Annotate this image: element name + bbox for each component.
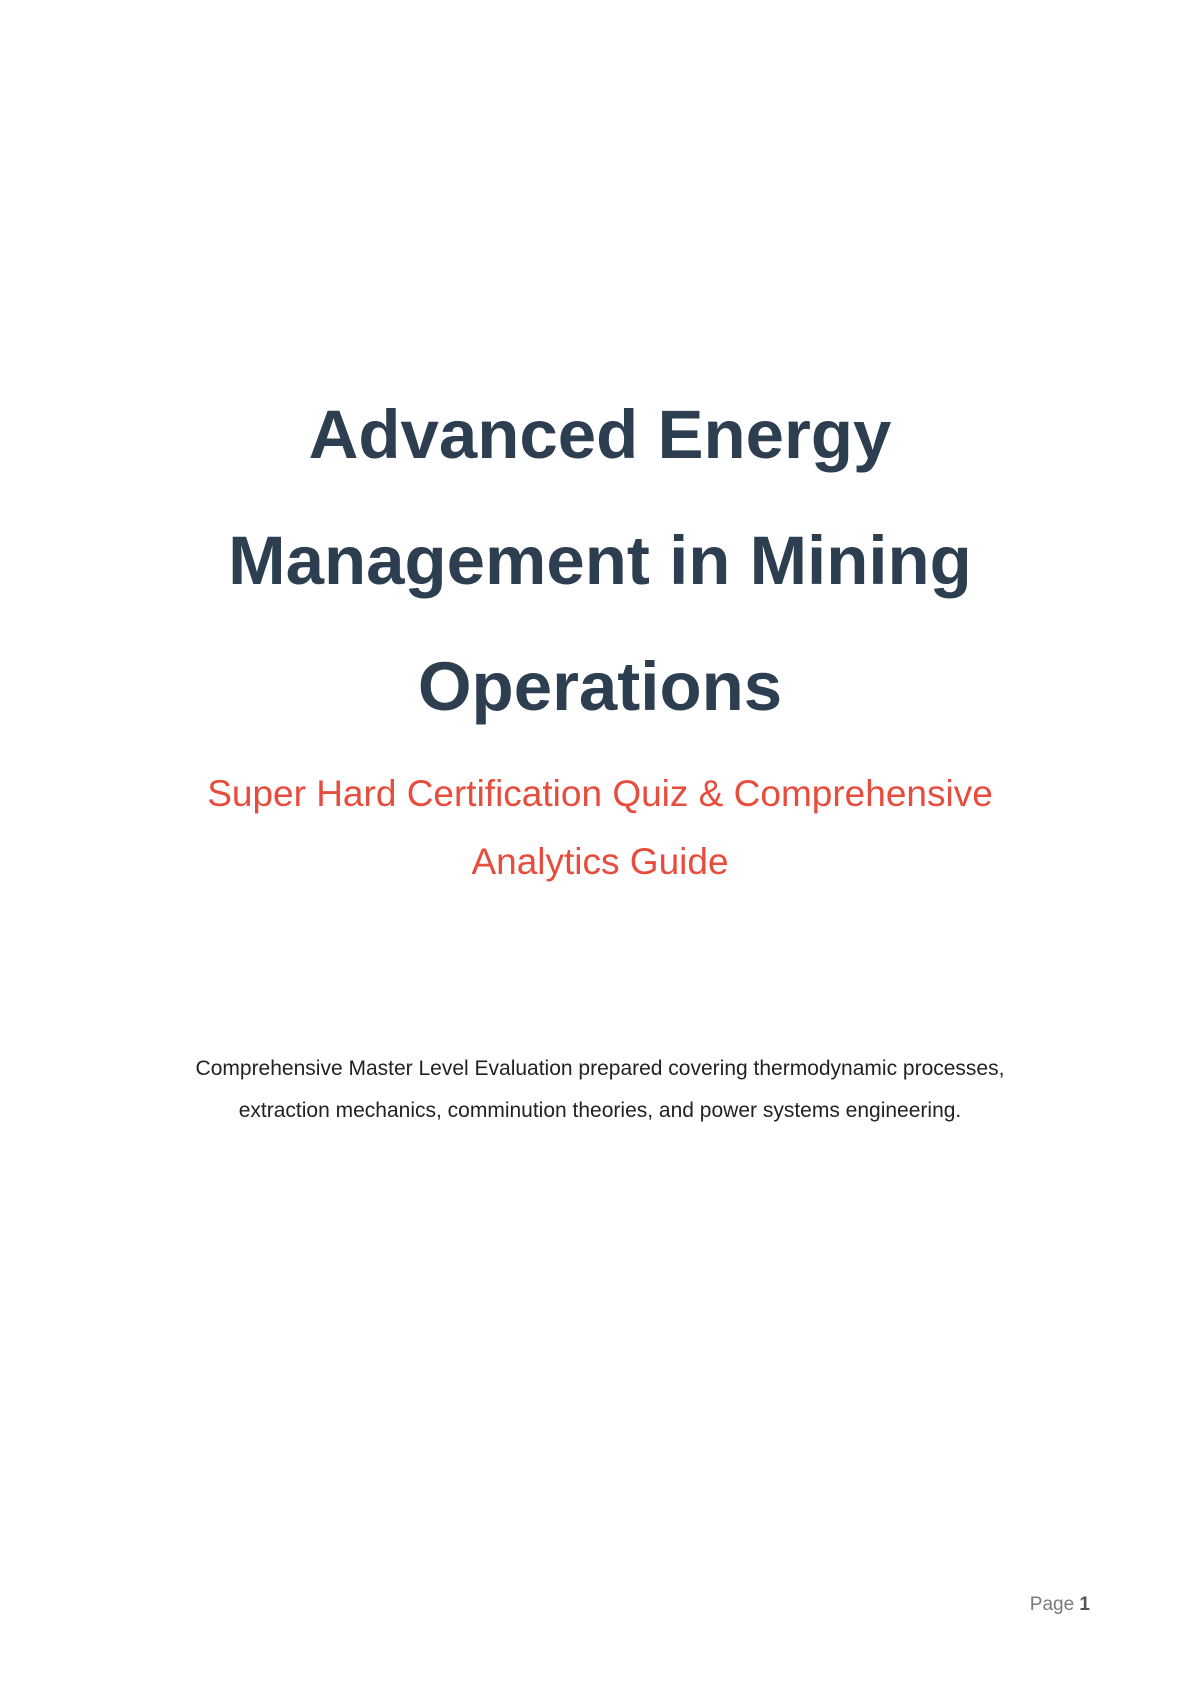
page-number: 1 [1079, 1594, 1090, 1615]
title-line-2: Management in Mining [228, 522, 972, 599]
title-line-3: Operations [417, 648, 783, 725]
document-title [100, 372, 1100, 750]
description-line-1: Comprehensive Master Level Evaluation prepared covering thermodynamic processes, [195, 1057, 1005, 1080]
page-label: Page [1029, 1594, 1075, 1615]
page-footer [1030, 1594, 1090, 1616]
document-description [100, 1048, 1100, 1132]
subtitle-line-2: Analytics Guide [471, 841, 729, 882]
description-line-2: extraction mechanics, comminution theories, and power systems engineering. [238, 1099, 962, 1122]
title-line-1: Advanced Energy [308, 396, 892, 473]
document-subtitle [100, 760, 1100, 896]
subtitle-line-1: Super Hard Certification Quiz & Comprehensive [207, 773, 993, 814]
